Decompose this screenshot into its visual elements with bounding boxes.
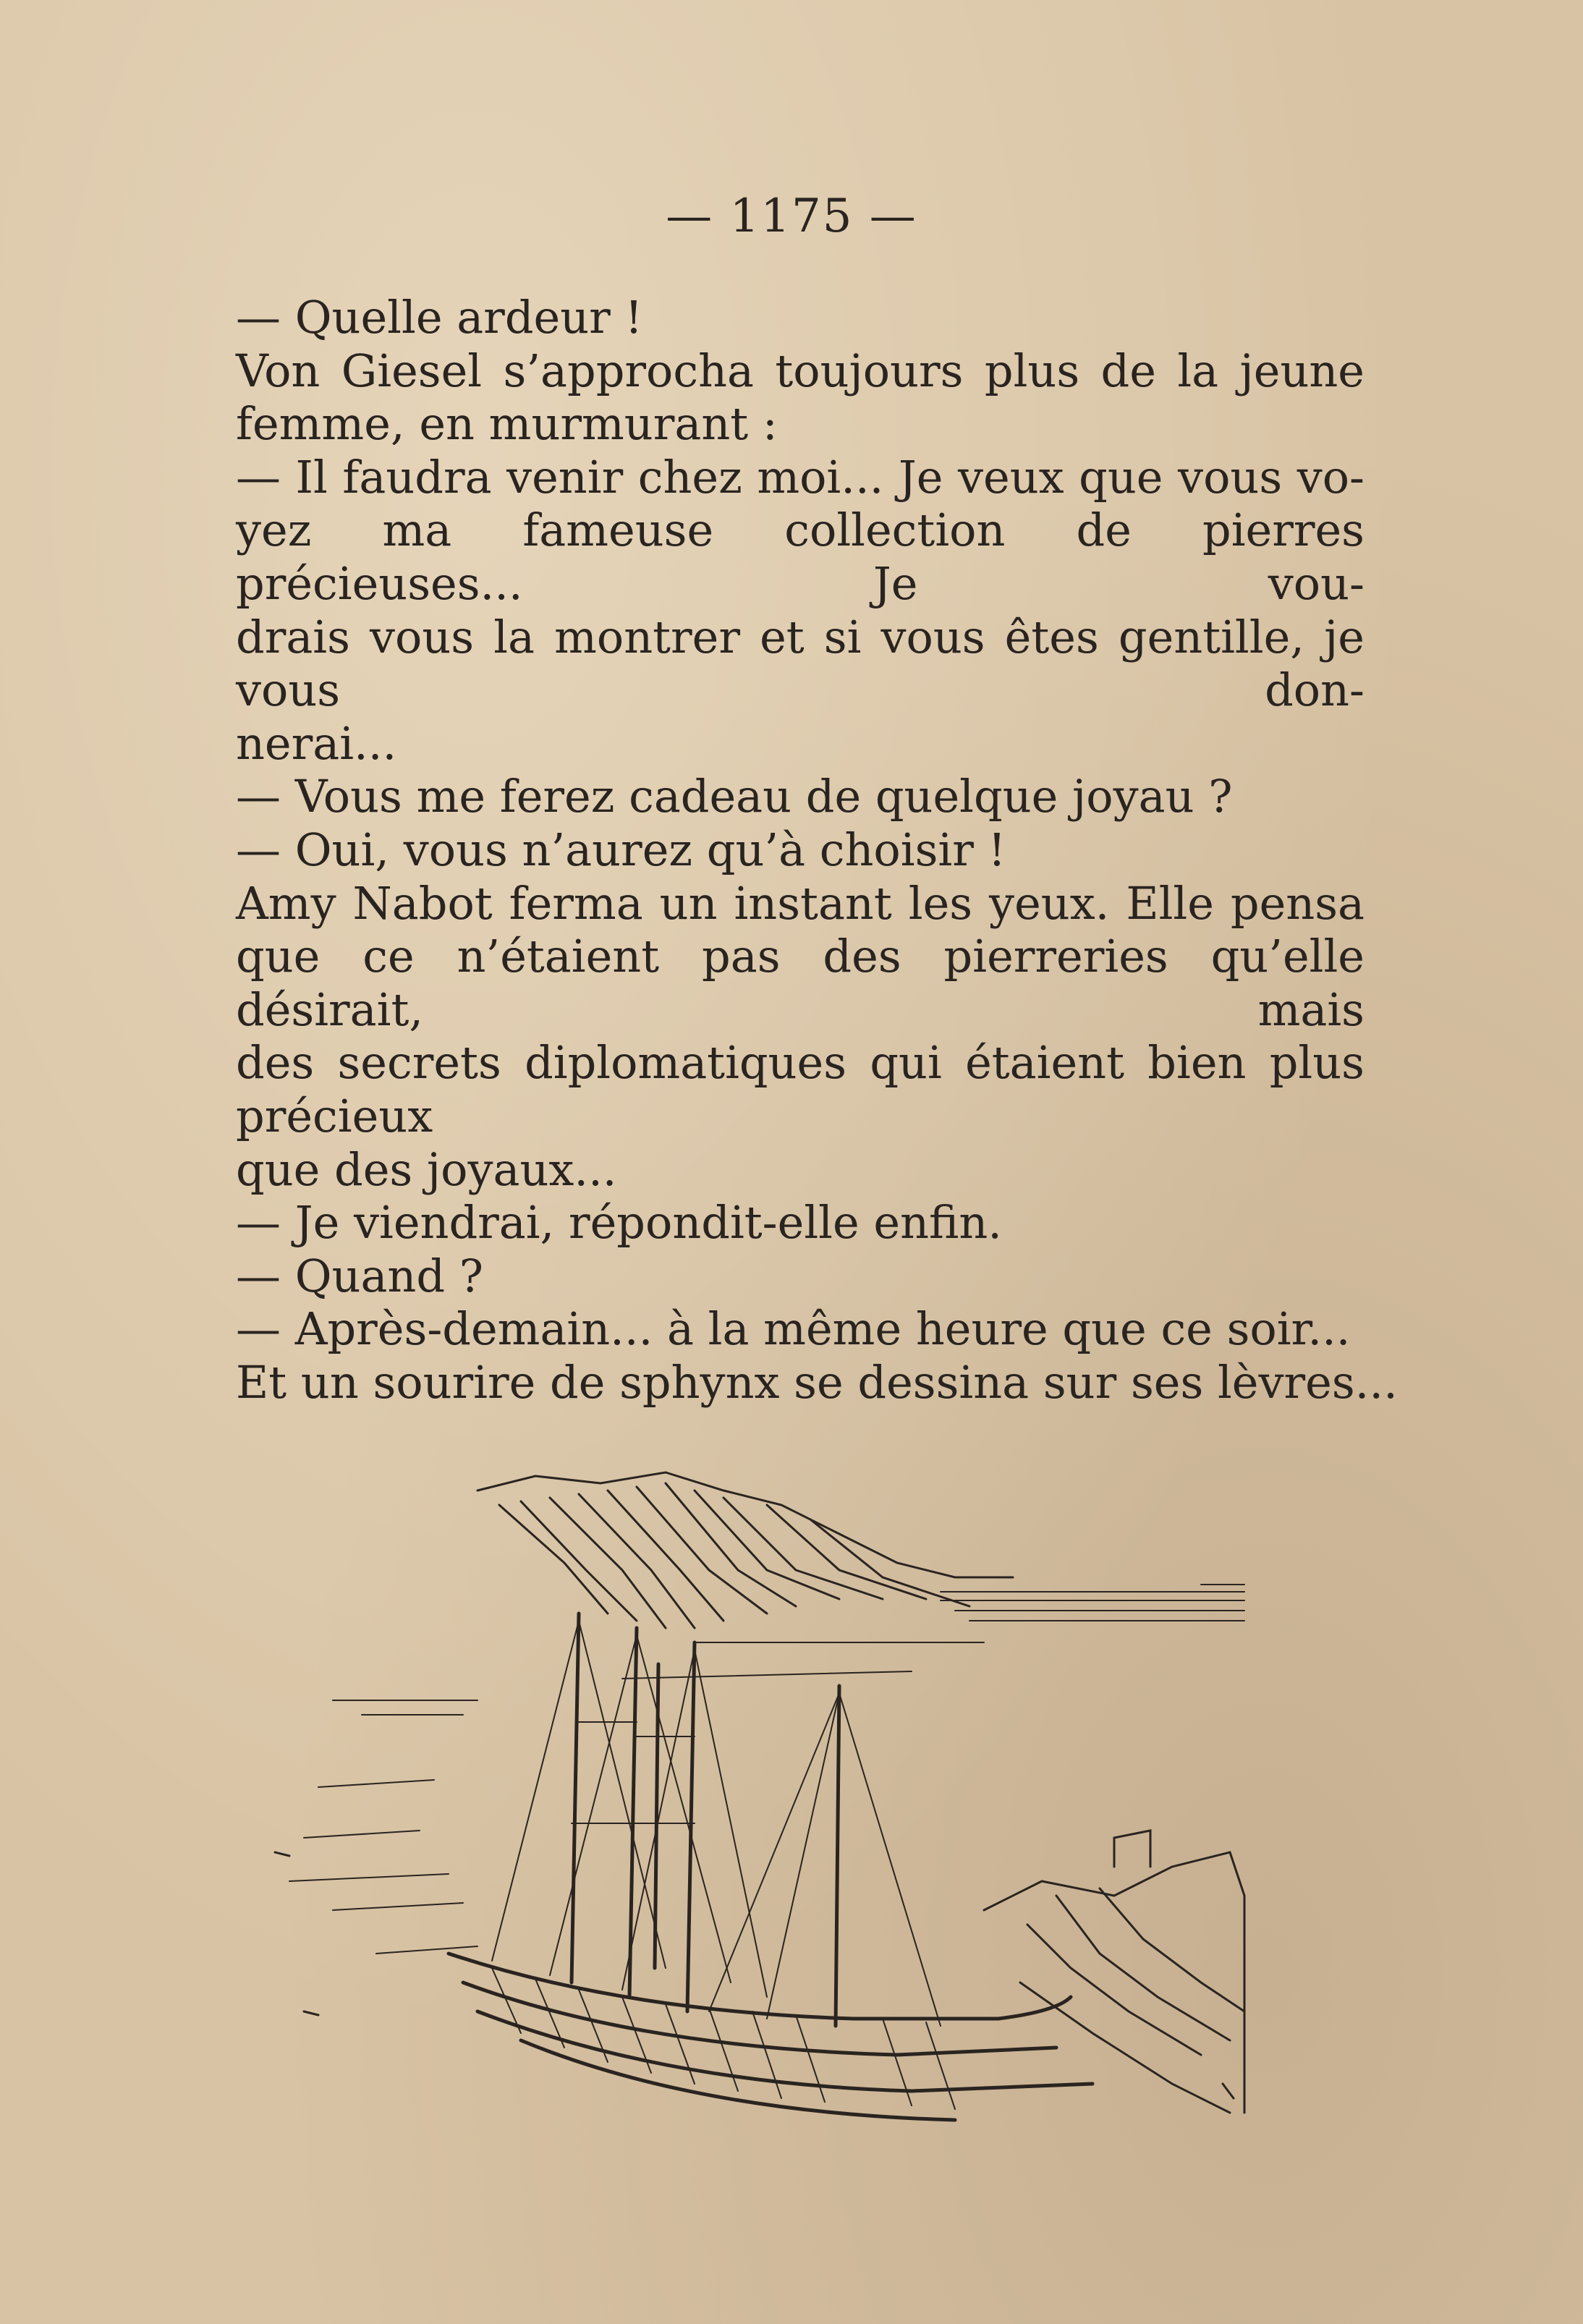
text-line: que ce n’étaient pas des pierreries qu’elle désirait, mais <box>236 930 1365 1036</box>
text-line: que des joyaux... <box>236 1142 617 1196</box>
text-line: Amy Nabot ferma un instant les yeux. Elle pensa <box>236 876 1365 930</box>
body-text <box>236 291 1398 1409</box>
text-line: femme, en murmurant : <box>236 397 778 451</box>
text-line: des secrets diplomatiques qui étaient bien plus précieux <box>236 1036 1365 1142</box>
text-line: yez ma fameuse collection de pierres précieuses... Je vou- <box>236 504 1365 610</box>
text-line: Et un sourire de sphynx se dessina sur ses lèvres... <box>236 1355 1398 1409</box>
page-number: — 1175 — <box>666 190 917 243</box>
text-line: — Quelle ardeur ! <box>236 291 643 344</box>
sailboats-harbor-engraving-icon <box>260 1462 1273 2142</box>
text-line: nerai... <box>236 716 397 770</box>
text-line: drais vous la montrer et si vous êtes gentille, je vous don- <box>236 610 1365 717</box>
text-line: — Oui, vous n’aurez qu’à choisir ! <box>236 823 1006 876</box>
text-line: Von Giesel s’approcha toujours plus de la jeune <box>236 344 1365 397</box>
text-line: — Après-demain... à la même heure que ce soir... <box>236 1302 1351 1356</box>
text-line: — Quand ? <box>236 1249 483 1302</box>
text-line: — Je viendrai, répondit-elle enfin. <box>236 1196 1002 1250</box>
text-line: — Vous me ferez cadeau de quelque joyau ? <box>236 770 1233 823</box>
text-line: — Il faudra venir chez moi... Je veux que vous vo- <box>236 450 1365 504</box>
